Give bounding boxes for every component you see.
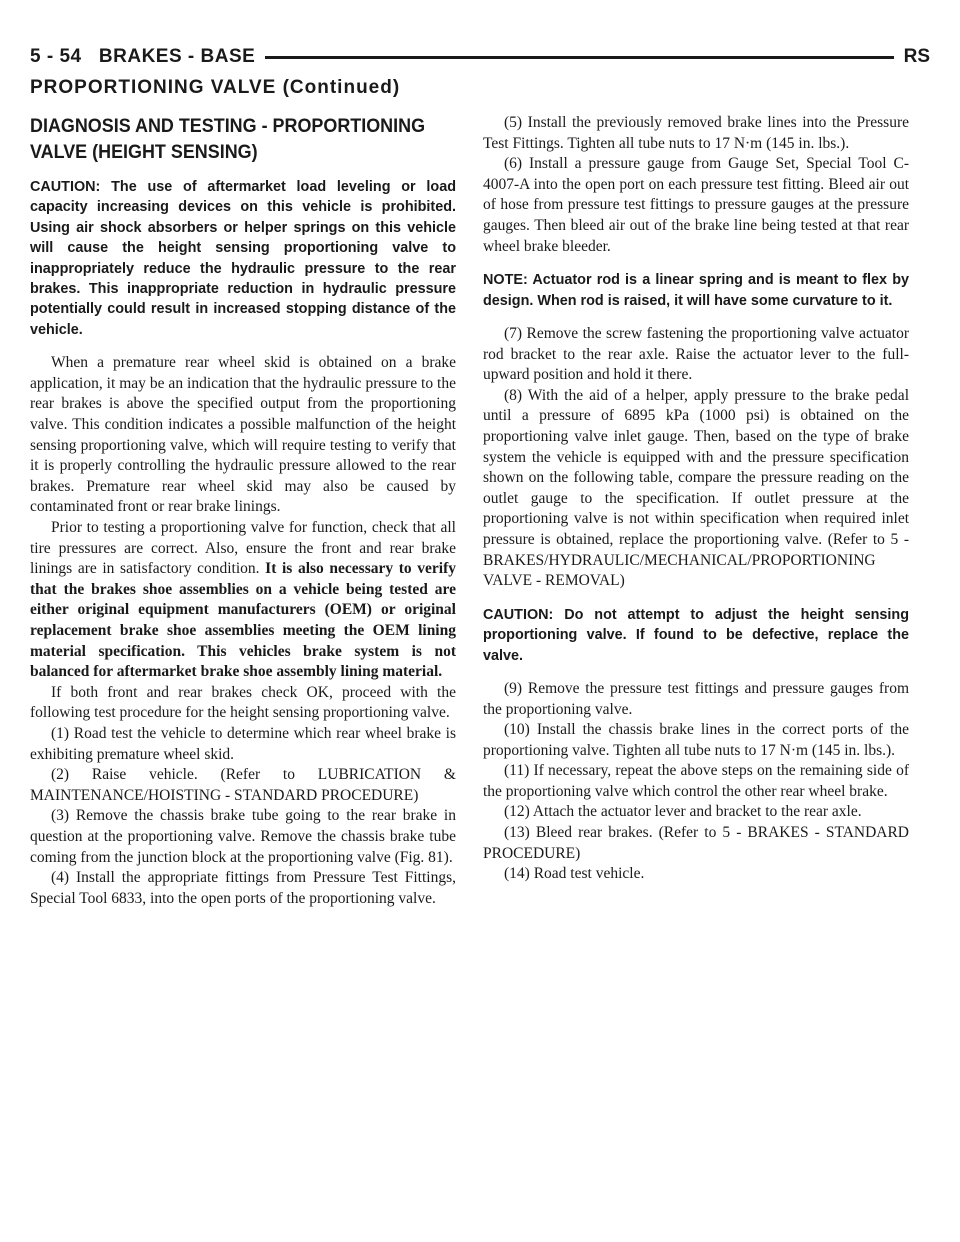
model-code: RS xyxy=(894,46,930,68)
step-3: (3) Remove the chassis brake tube going to the rear brake in question at the proportioning valve. Remove the chassis brake tube coming from the junction block at the proportioning valve (Fig. 81). xyxy=(30,807,456,866)
paragraph-2 xyxy=(30,518,456,683)
right-column xyxy=(483,113,909,885)
step-10: (10) Install the chassis brake lines in the correct ports of the proportioning valve. Tighten all tube nuts to 17 N·m (145 in. lbs.). xyxy=(483,721,909,759)
step-7: (7) Remove the screw fastening the proportioning valve actuator rod bracket to the rear axle. Raise the actuator lever to the full-upward position and hold it there. xyxy=(483,324,909,384)
page-section-label: 5 - 54 BRAKES - BASE xyxy=(30,46,265,68)
caution-right: CAUTION: Do not attempt to adjust the height sensing proportioning valve. If found to be defective, replace the valve. xyxy=(483,606,909,664)
continued-heading: PROPORTIONING VALVE (Continued) xyxy=(30,77,401,98)
step-6: (6) Install a pressure gauge from Gauge Set, Special Tool C-4007-A into the open port on each pressure test fitting. Bleed air out of hose from pressure test fittings to pressure gauges at the pressure gauges. Then bleed air out of the brake line being tested at that rear wheel brake bleeder. xyxy=(483,155,909,255)
step-4: (4) Install the appropriate fittings from Pressure Test Fittings, Special Tool 6833, into the open ports of the proportioning valve. xyxy=(30,869,456,907)
paragraph-1: When a premature rear wheel skid is obtained on a brake application, it may be an indication that the hydraulic pressure to the rear brakes is above the specified output from the proportioning valve. This condition indicates a possible malfunction of the height sensing proportioning valve, which will require testing to verify that it is properly controlling the hydraulic pressure allowed to the rear brakes. Premature rear wheel skid may also be caused by contaminated front or rear brake linings. xyxy=(30,354,456,516)
step-2: (2) Raise vehicle. (Refer to LUBRICATION & MAINTENANCE/HOISTING - STANDARD PROCEDURE) xyxy=(30,766,456,804)
step-12: (12) Attach the actuator lever and bracket to the rear axle. xyxy=(504,803,862,821)
caution-left: CAUTION: The use of aftermarket load leveling or load capacity increasing devices on this vehicle is prohibited. Using air shock absorbers or helper springs on this vehicle will cause the height sensing proportioning valve to inappropriately reduce the hydraulic pressure to the rear brakes. This inappropriate reduction in hydraulic pressure potentially could result in increased stopping distance of the vehicle. xyxy=(30,179,456,338)
step-1: (1) Road test the vehicle to determine which rear wheel brake is exhibiting premature wheel skid. xyxy=(30,724,456,763)
step-13: (13) Bleed rear brakes. (Refer to 5 - BRAKES - STANDARD PROCEDURE) xyxy=(483,824,909,862)
left-column xyxy=(30,113,456,909)
step-5: (5) Install the previously removed brake lines into the Pressure Test Fittings. Tighten all tube nuts to 17 N·m (145 in. lbs.). xyxy=(483,114,909,152)
paragraph-2-text: Prior to testing a proportioning valve for function, check that all tire pressures are correct. Also, ensure the front and rear brake linings are in satisfactory condition. xyxy=(30,519,456,578)
paragraph-3: If both front and rear brakes check OK, proceed with the following test procedure for the height sensing proportioning valve. xyxy=(30,683,456,722)
step-8: (8) With the aid of a helper, apply pressure to the brake pedal until a pressure of 6895 kPa (1000 psi) is obtained on the proportioning valve inlet gauge. Then, based on the type of brake system the vehicle is equipped with and the pressure specification shown on the following table, compare the pressure reading on the outlet gauge to the specification. If outlet pressure at the proportioning valve is not within specification when required inlet pressure is obtained, replace the proportioning valve. (Refer to 5 - BRAKES/HYDRAULIC/MECHANICAL/PROPORTIONING VALVE - REMOVAL) xyxy=(483,386,909,590)
note-right: NOTE: Actuator rod is a linear spring and is meant to flex by design. When rod is raised, it will have some curvature to it. xyxy=(483,272,909,309)
step-9: (9) Remove the pressure test fittings and pressure gauges from the proportioning valve. xyxy=(483,679,909,718)
paragraph-2-emphasis: It is also necessary to verify that the brakes shoe assemblies on a vehicle being tested are either original equipment manufacturers (OEM) or original replacement brake shoe assemblies meeting the OEM lining material specification. This vehicles brake system is not balanced for aftermarket brake shoe assembly lining material. xyxy=(30,560,456,681)
step-11: (11) If necessary, repeat the above steps on the remaining side of the proportioning valve which control the other rear wheel brake. xyxy=(483,762,909,800)
step-14: (14) Road test vehicle. xyxy=(504,865,645,883)
section-title: DIAGNOSIS AND TESTING - PROPORTIONING VALVE (HEIGHT SENSING) xyxy=(30,115,426,163)
page-header xyxy=(30,46,930,74)
